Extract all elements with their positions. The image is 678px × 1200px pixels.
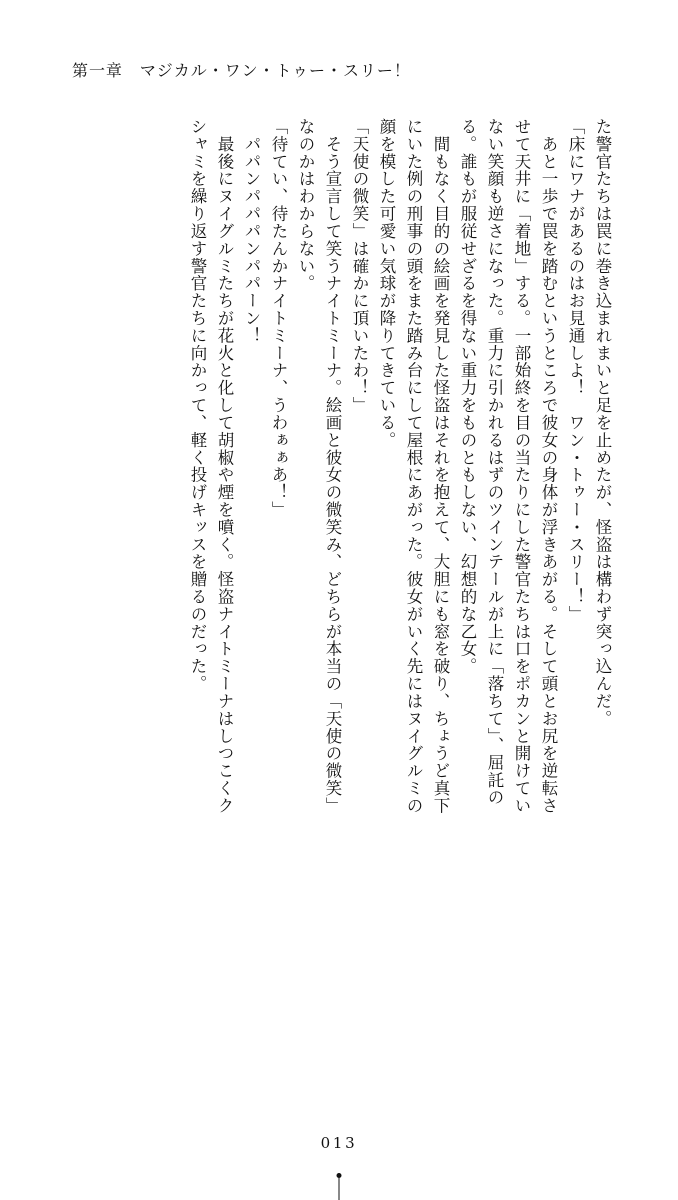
text-column: パパンパパパンパパーン！ [242,118,261,345]
text-column: あと一歩で罠を踏むというところで彼女の身体が浮きあがる。そして頭とお尻を逆転さ [539,118,558,815]
text-column: 「床にワナがあるのはお見通しよ！ ワン・トゥー・スリー！」 [566,118,585,623]
page-number: 013 [320,1134,358,1152]
text-column: 顔を模した可愛い気球が降りてきている。 [377,118,396,449]
text-column: シャミを繰り返す警官たちに向かって、軽く投げキッスを贈るのだった。 [188,118,207,693]
text-column: ない笑顔も逆さになった。重力に引かれるはずのツインテールが上に「落ちて」、屈託の [485,118,504,807]
text-column: る。誰もが服従せざるを得ない重力をものともしない、幻想的な乙女。 [458,118,477,676]
text-column: 「天使の微笑」は確かに頂いたわ！」 [350,118,369,414]
text-column: にいた例の刑事の頭をまた踏み台にして屋根にあがった。彼女がいく先にはヌイグルミの [404,118,423,815]
text-column: せて天井に「着地」する。一部始終を目の当たりにした警官たちは口をポカンと開けてい [512,118,531,815]
running-header-chapter-title: 第一章 マジカル・ワン・トゥー・スリー！ [72,61,411,80]
text-column: 間もなく目的の絵画を発見した怪盗はそれを抱えて、大胆にも窓を破り、ちょうど真下 [431,118,450,815]
gutter-line-mark [339,1174,340,1200]
text-column: そう宣言して笑うナイトミーナ。絵画と彼女の微笑み、どちらが本当の「天使の微笑」 [323,118,342,815]
text-column: 「待てい、待たんかナイトミーナ、うわぁぁあ！」 [269,118,288,519]
text-column: 最後にヌイグルミたちが花火と化して胡椒や煙を噴く。怪盗ナイトミーナはしつこくク [215,118,234,815]
text-column: なのかはわからない。 [296,118,315,293]
vertical-body-text [80,118,610,1018]
text-column: た警官たちは罠に巻き込まれまいと足を止めたが、怪盗は構わず突っ込んだ。 [593,118,612,728]
